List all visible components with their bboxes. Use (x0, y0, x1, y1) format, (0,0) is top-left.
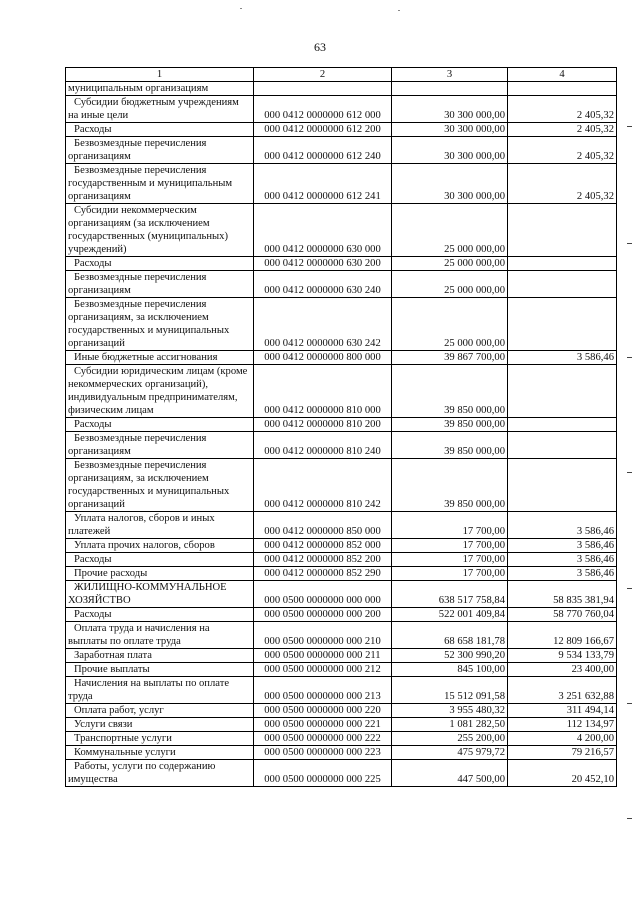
row-approved-amount: 475 979,72 (392, 746, 508, 760)
row-approved-amount: 17 700,00 (392, 567, 508, 581)
margin-mark (627, 357, 632, 358)
margin-mark (627, 126, 632, 127)
row-executed-amount: 2 405,32 (508, 96, 617, 123)
row-description (66, 512, 254, 539)
row-code: 000 0412 0000000 612 240 (254, 137, 392, 164)
row-executed-amount: 3 586,46 (508, 351, 617, 365)
table-row (66, 123, 617, 137)
row-executed-amount: 20 452,10 (508, 760, 617, 787)
row-executed-amount: 3 251 632,88 (508, 677, 617, 704)
table-row (66, 512, 617, 539)
row-description-text: Прочие выплаты (74, 664, 150, 675)
row-executed-amount: 3 586,46 (508, 539, 617, 553)
row-executed-amount: 79 216,57 (508, 746, 617, 760)
row-description (66, 298, 254, 351)
row-description-text: Оплата труда и начисления на выплаты по оплате труда (68, 623, 210, 647)
margin-mark (627, 703, 632, 704)
table-header (66, 68, 617, 82)
row-description (66, 622, 254, 649)
row-approved-amount: 1 081 282,50 (392, 718, 508, 732)
row-executed-amount: 12 809 166,67 (508, 622, 617, 649)
row-description-text: Безвозмездные перечисления организациям (68, 272, 207, 296)
row-description-text: Услуги связи (74, 719, 133, 730)
row-executed-amount: 9 534 133,79 (508, 649, 617, 663)
row-description (66, 608, 254, 622)
row-code: 000 0412 0000000 800 000 (254, 351, 392, 365)
row-approved-amount: 3 955 480,32 (392, 704, 508, 718)
row-code: 000 0500 0000000 000 223 (254, 746, 392, 760)
row-approved-amount: 30 300 000,00 (392, 164, 508, 204)
row-code: 000 0412 0000000 612 000 (254, 96, 392, 123)
row-approved-amount: 522 001 409,84 (392, 608, 508, 622)
row-executed-amount: 3 586,46 (508, 553, 617, 567)
row-code: 000 0412 0000000 810 240 (254, 432, 392, 459)
table-row (66, 298, 617, 351)
row-description-text: Транспортные услуги (74, 733, 172, 744)
row-description-text: Субсидии некоммерческим организациям (за исключением государственных (муниципальных) учреждений) (68, 205, 228, 255)
row-code: 000 0412 0000000 612 241 (254, 164, 392, 204)
row-code: 000 0500 0000000 000 212 (254, 663, 392, 677)
row-description (66, 365, 254, 418)
table-row (66, 539, 617, 553)
row-approved-amount: 25 000 000,00 (392, 271, 508, 298)
row-approved-amount: 68 658 181,78 (392, 622, 508, 649)
row-description-text: Уплата налогов, сборов и иных платежей (68, 513, 215, 537)
table-row (66, 718, 617, 732)
row-code (254, 82, 392, 96)
row-code: 000 0500 0000000 000 211 (254, 649, 392, 663)
scan-speck (240, 8, 242, 9)
row-description-text: Коммунальные услуги (74, 747, 176, 758)
row-approved-amount: 25 000 000,00 (392, 298, 508, 351)
table-row (66, 351, 617, 365)
table-row (66, 553, 617, 567)
row-description-text: Заработная плата (74, 650, 152, 661)
row-description (66, 718, 254, 732)
row-executed-amount (508, 418, 617, 432)
row-code: 000 0412 0000000 852 290 (254, 567, 392, 581)
table-row (66, 459, 617, 512)
row-description (66, 539, 254, 553)
row-description-text: Безвозмездные перечисления организациям (68, 433, 207, 457)
table-row (66, 257, 617, 271)
margin-mark (627, 818, 632, 819)
row-approved-amount: 39 850 000,00 (392, 459, 508, 512)
row-approved-amount: 25 000 000,00 (392, 204, 508, 257)
row-executed-amount (508, 82, 617, 96)
row-approved-amount: 39 850 000,00 (392, 418, 508, 432)
row-code: 000 0500 0000000 000 225 (254, 760, 392, 787)
header-col-1: 1 (66, 68, 254, 82)
row-executed-amount: 58 770 760,04 (508, 608, 617, 622)
row-description (66, 677, 254, 704)
table-row (66, 746, 617, 760)
table-row (66, 418, 617, 432)
table-row (66, 432, 617, 459)
row-description (66, 581, 254, 608)
row-description-text: Безвозмездные перечисления организациям (68, 138, 207, 162)
row-description (66, 164, 254, 204)
table-row (66, 649, 617, 663)
row-executed-amount (508, 365, 617, 418)
row-code: 000 0412 0000000 810 200 (254, 418, 392, 432)
row-approved-amount: 17 700,00 (392, 553, 508, 567)
table-row (66, 271, 617, 298)
row-description (66, 271, 254, 298)
table-row (66, 82, 617, 96)
table-body (66, 82, 617, 787)
row-description-text: Безвозмездные перечисления государственным и муниципальным организациям (68, 165, 233, 202)
row-description (66, 732, 254, 746)
row-description (66, 137, 254, 164)
row-approved-amount: 25 000 000,00 (392, 257, 508, 271)
table-row (66, 677, 617, 704)
row-description (66, 82, 254, 96)
row-executed-amount (508, 432, 617, 459)
row-description-text: Начисления на выплаты по оплате труда (68, 678, 230, 702)
row-approved-amount: 39 850 000,00 (392, 432, 508, 459)
row-code: 000 0500 0000000 000 220 (254, 704, 392, 718)
table-row (66, 567, 617, 581)
row-description (66, 649, 254, 663)
header-col-3: 3 (392, 68, 508, 82)
row-code: 000 0500 0000000 000 213 (254, 677, 392, 704)
row-description-text: Работы, услуги по содержанию имущества (68, 761, 216, 785)
table-row (66, 704, 617, 718)
row-description (66, 567, 254, 581)
row-approved-amount (392, 82, 508, 96)
row-executed-amount (508, 271, 617, 298)
table-row (66, 581, 617, 608)
row-approved-amount: 15 512 091,58 (392, 677, 508, 704)
row-code: 000 0412 0000000 810 242 (254, 459, 392, 512)
row-approved-amount: 638 517 758,84 (392, 581, 508, 608)
row-approved-amount: 17 700,00 (392, 539, 508, 553)
row-description (66, 760, 254, 787)
row-code: 000 0412 0000000 630 240 (254, 271, 392, 298)
row-description (66, 123, 254, 137)
margin-mark (627, 472, 632, 473)
row-description (66, 257, 254, 271)
row-description-text: Расходы (74, 124, 112, 135)
row-approved-amount: 30 300 000,00 (392, 123, 508, 137)
row-approved-amount: 447 500,00 (392, 760, 508, 787)
row-description (66, 663, 254, 677)
row-approved-amount: 845 100,00 (392, 663, 508, 677)
row-code: 000 0412 0000000 630 200 (254, 257, 392, 271)
row-code: 000 0412 0000000 850 000 (254, 512, 392, 539)
row-executed-amount: 58 835 381,94 (508, 581, 617, 608)
margin-mark (627, 588, 632, 589)
row-description (66, 351, 254, 365)
row-description (66, 553, 254, 567)
row-description-text: Прочие расходы (74, 568, 148, 579)
row-code: 000 0412 0000000 630 242 (254, 298, 392, 351)
table-row (66, 608, 617, 622)
row-code: 000 0412 0000000 810 000 (254, 365, 392, 418)
row-executed-amount: 23 400,00 (508, 663, 617, 677)
row-description-text: Расходы (74, 554, 112, 565)
row-approved-amount: 52 300 990,20 (392, 649, 508, 663)
row-executed-amount: 3 586,46 (508, 567, 617, 581)
row-description (66, 96, 254, 123)
row-description (66, 432, 254, 459)
row-approved-amount: 255 200,00 (392, 732, 508, 746)
row-executed-amount (508, 298, 617, 351)
budget-table (65, 67, 612, 787)
row-code: 000 0412 0000000 612 200 (254, 123, 392, 137)
table-row (66, 760, 617, 787)
row-code: 000 0500 0000000 000 210 (254, 622, 392, 649)
row-approved-amount: 39 867 700,00 (392, 351, 508, 365)
table-row (66, 137, 617, 164)
scan-speck (398, 10, 400, 11)
row-code: 000 0412 0000000 852 200 (254, 553, 392, 567)
row-description (66, 204, 254, 257)
row-description-text: Безвозмездные перечисления организациям, за исключением государственных и муниципальных организаций (68, 299, 230, 349)
row-description (66, 418, 254, 432)
row-executed-amount (508, 257, 617, 271)
row-description-text: Расходы (74, 419, 112, 430)
row-description-text: Безвозмездные перечисления организациям, за исключением государственных и муниципальных организаций (68, 460, 230, 510)
row-description-text: Иные бюджетные ассигнования (74, 352, 218, 363)
row-approved-amount: 30 300 000,00 (392, 137, 508, 164)
row-description-text: Оплата работ, услуг (74, 705, 164, 716)
row-description-text: Субсидии юридическим лицам (кроме некоммерческих организаций), индивидуальным предпринимателям, физическим лицам (68, 366, 248, 416)
row-description-text: ЖИЛИЩНО-КОММУНАЛЬНОЕ ХОЗЯЙСТВО (68, 582, 227, 606)
row-description-text: Уплата прочих налогов, сборов (74, 540, 215, 551)
row-description-text: Расходы (74, 609, 112, 620)
row-description (66, 704, 254, 718)
row-approved-amount: 30 300 000,00 (392, 96, 508, 123)
row-executed-amount: 4 200,00 (508, 732, 617, 746)
row-code: 000 0412 0000000 630 000 (254, 204, 392, 257)
row-approved-amount: 39 850 000,00 (392, 365, 508, 418)
row-description (66, 746, 254, 760)
header-col-2: 2 (254, 68, 392, 82)
row-executed-amount: 2 405,32 (508, 123, 617, 137)
table-row (66, 663, 617, 677)
row-executed-amount: 3 586,46 (508, 512, 617, 539)
page-number: 63 (314, 40, 326, 54)
row-approved-amount: 17 700,00 (392, 512, 508, 539)
row-executed-amount (508, 459, 617, 512)
row-executed-amount (508, 204, 617, 257)
row-executed-amount: 2 405,32 (508, 137, 617, 164)
table-row (66, 622, 617, 649)
row-description-text: Субсидии бюджетным учреждениям на иные цели (68, 97, 239, 121)
row-description-text: Расходы (74, 258, 112, 269)
row-executed-amount: 112 134,97 (508, 718, 617, 732)
row-code: 000 0500 0000000 000 200 (254, 608, 392, 622)
row-executed-amount: 311 494,14 (508, 704, 617, 718)
table-row (66, 164, 617, 204)
row-code: 000 0500 0000000 000 000 (254, 581, 392, 608)
row-code: 000 0500 0000000 000 221 (254, 718, 392, 732)
row-description-text: муниципальным организациям (68, 83, 209, 94)
row-executed-amount: 2 405,32 (508, 164, 617, 204)
row-code: 000 0412 0000000 852 000 (254, 539, 392, 553)
margin-mark (627, 243, 632, 244)
row-description (66, 459, 254, 512)
table-row (66, 204, 617, 257)
table-row (66, 365, 617, 418)
header-col-4: 4 (508, 68, 617, 82)
table-row (66, 732, 617, 746)
row-code: 000 0500 0000000 000 222 (254, 732, 392, 746)
table-row (66, 96, 617, 123)
